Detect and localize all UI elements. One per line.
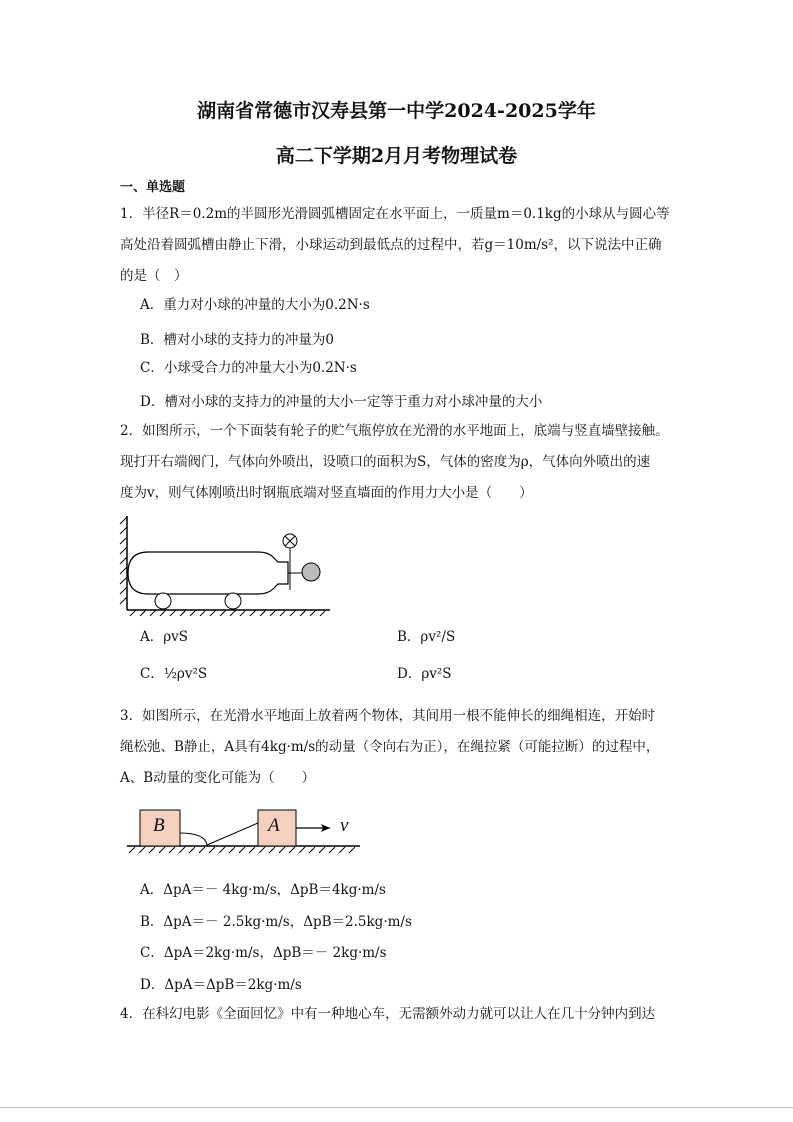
q1-option-d: D．槽对小球的支持力的冲量的大小一定等于重力对小球冲量的大小 (140, 394, 543, 410)
title-line-2: 高二下学期2月月考物理试卷 (275, 145, 518, 167)
title-line-1: 湖南省常德市汉寿县第一中学2024-2025学年 (197, 100, 596, 122)
q2-option-b: B．ρv²/S (397, 629, 456, 645)
q3-line: 绳松弛、B静止，A具有4kg·m/s的动量（令向右为正），在绳拉紧（可能拉断）的过程中， (120, 739, 660, 755)
q2-option-c: C．½ρv²S (140, 666, 208, 682)
q1-line: 1．半径R＝0.2m的半圆形光滑圆弧槽固定在水平面上，一质量m＝0.1kg的小球从与圆心等 (120, 206, 670, 222)
block-a-label: A (268, 815, 280, 836)
q1-option-b: B．槽对小球的支持力的冲量为0 (140, 332, 335, 348)
q3-option-a: A．ΔpA＝－ 4kg·m/s，ΔpB＝4kg·m/s (140, 882, 386, 898)
q1-option-c: C．小球受合力的冲量大小为0.2N·s (140, 360, 357, 376)
q3-option-d: D．ΔpA＝ΔpB＝2kg·m/s (140, 977, 302, 993)
velocity-label: v (340, 815, 349, 836)
q1-line: 高处沿着圆弧槽由静止下滑，小球运动到最低点的过程中，若g＝10m/s²，以下说法中正确 (120, 237, 662, 253)
q3-line: A、B动量的变化可能为（ ） (120, 770, 316, 786)
q3-option-c: C．ΔpA＝2kg·m/s，ΔpB＝－ 2kg·m/s (140, 945, 387, 961)
q3-option-b: B．ΔpA＝－ 2.5kg·m/s，ΔpB＝2.5kg·m/s (140, 914, 412, 930)
q2-line: 度为v，则气体刚喷出时钢瓶底端对竖直墙面的作用力大小是（ ） (120, 485, 533, 501)
section-heading: 一、单选题 (120, 180, 186, 195)
q2-line: 现打开右端阀门，气体向外喷出，设喷口的面积为S，气体的密度为ρ，气体向外喷出的速 (120, 454, 651, 470)
block-b-label: B (153, 815, 165, 836)
q3-line: 3．如图所示，在光滑水平地面上放着两个物体，其间用一根不能伸长的细绳相连，开始时 (120, 708, 656, 724)
q4-line: 4．在科幻电影《全面回忆》中有一种地心车，无需额外动力就可以让人在几十分钟内到达 (120, 1006, 656, 1022)
q1-option-a: A．重力对小球的冲量的大小为0.2N·s (140, 297, 370, 313)
page-bottom-divider (0, 1107, 793, 1108)
gas-cylinder-figure (118, 512, 338, 616)
q2-option-a: A．ρvS (140, 629, 189, 645)
q1-line: 的是（ ） (120, 268, 188, 284)
q2-option-d: D．ρv²S (397, 666, 452, 682)
q2-line: 2．如图所示，一个下面装有轮子的贮气瓶停放在光滑的水平地面上，底端与竖直墙壁接触。 (120, 423, 669, 439)
